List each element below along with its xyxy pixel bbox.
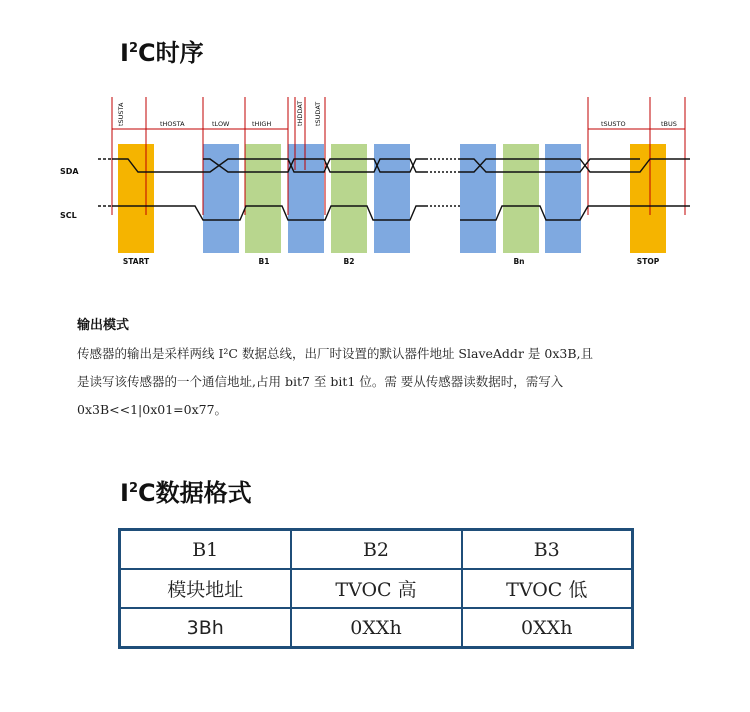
table-cell: B1 <box>120 530 291 570</box>
phase-bn-label: Bn <box>513 257 525 266</box>
stop-block <box>630 144 666 253</box>
timing-section-title: $I^2C$时序 <box>120 39 204 67</box>
bn-low-block-2 <box>545 144 581 253</box>
paragraph-line: 传感器的输出是采样两线 I²C 数据总线，出厂时设置的默认器件地址 SlaveAddr 是 0x3B,且 <box>77 346 593 361</box>
table-cell: 3Bh <box>120 608 291 648</box>
bn-low-block-1 <box>460 144 496 253</box>
phase-b1-label: B1 <box>258 257 270 266</box>
table-cell: 模块地址 <box>120 569 291 608</box>
output-mode-heading: 输出模式 <box>77 318 130 333</box>
b1-low-block-1 <box>203 144 239 253</box>
param-tlow: tLOW <box>212 120 230 128</box>
paragraph-line: 是读写该传感器的一个通信地址,占用 bit7 至 bit1 位。需 要从传感器读数据时，需写入 <box>77 374 564 389</box>
phase-blocks <box>118 144 666 253</box>
param-tsudat: tSUDAT <box>314 101 322 126</box>
param-thosta: tHOSTA <box>160 120 185 128</box>
table-row <box>120 530 633 570</box>
table-cell: 0XXh <box>462 608 633 648</box>
table-cell: 0XXh <box>291 608 462 648</box>
table-cell: TVOC 低 <box>462 569 633 608</box>
scl-label: SCL <box>60 211 77 220</box>
start-block <box>118 144 154 253</box>
param-tsusto: tSUSTO <box>601 120 626 128</box>
b1-high-block <box>245 144 281 253</box>
data-format-table <box>118 528 634 649</box>
table-row <box>120 569 633 608</box>
table-row <box>120 608 633 648</box>
bn-high-block <box>503 144 539 253</box>
phase-start-label: START <box>122 257 150 266</box>
table-cell: TVOC 高 <box>291 569 462 608</box>
format-section-title: $I^2C$数据格式 <box>120 479 252 507</box>
table-cell: B3 <box>462 530 633 570</box>
paragraph-line: 0x3B<<1|0x01=0x77。 <box>77 402 228 417</box>
param-tbus: tBUS <box>661 120 677 128</box>
param-tsusta: tSUSTA <box>117 102 125 126</box>
timing-param-labels <box>117 101 677 128</box>
param-thigh: tHIGH <box>252 120 272 128</box>
phase-b2-label: B2 <box>343 257 355 266</box>
b2-high-block <box>331 144 367 253</box>
i2c-timing-diagram <box>0 0 750 300</box>
param-thddat: tHDDAT <box>296 100 304 126</box>
output-mode-paragraph <box>77 340 687 424</box>
sda-label: SDA <box>60 167 79 176</box>
phase-stop-label: STOP <box>636 257 660 266</box>
table-cell: B2 <box>291 530 462 570</box>
